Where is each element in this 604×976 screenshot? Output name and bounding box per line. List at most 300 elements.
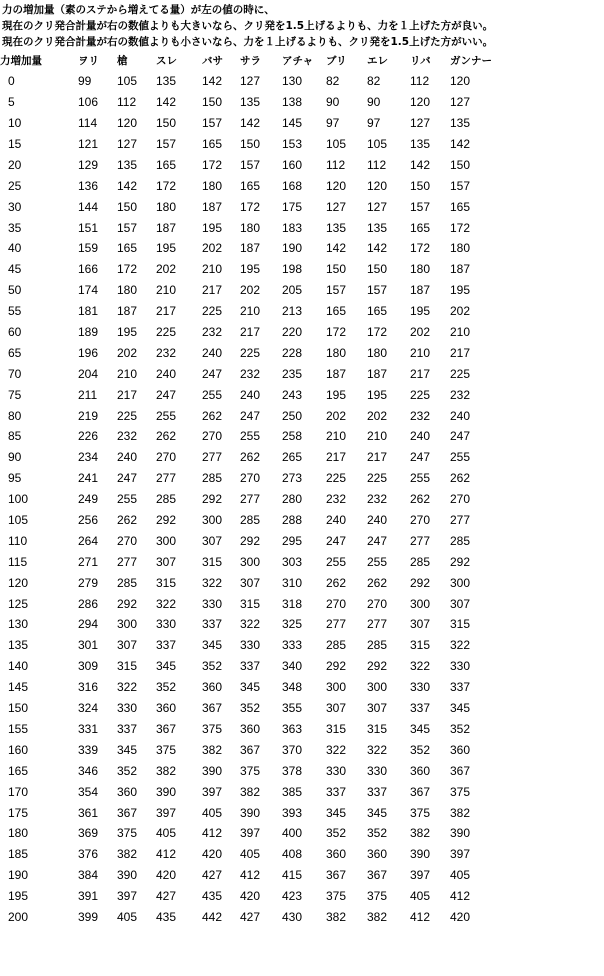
- threshold-cell: 180: [117, 283, 138, 298]
- table-row: [0, 154, 510, 175]
- threshold-cell: 271: [78, 554, 99, 569]
- threshold-cell: 247: [410, 450, 431, 465]
- threshold-cell: 144: [78, 199, 99, 214]
- threshold-cell: 397: [202, 784, 223, 799]
- threshold-cell: 360: [117, 784, 138, 799]
- threshold-cell: 270: [202, 429, 223, 444]
- threshold-cell: 352: [117, 763, 138, 778]
- threshold-cell: 180: [367, 345, 388, 360]
- threshold-cell: 225: [240, 345, 261, 360]
- column-header: スレ: [156, 54, 177, 67]
- threshold-cell: 355: [282, 701, 303, 716]
- threshold-cell: 405: [117, 909, 138, 924]
- threshold-cell: 412: [156, 847, 177, 862]
- threshold-cell: 189: [78, 325, 99, 340]
- threshold-cell: 157: [450, 178, 471, 193]
- table-row: [0, 907, 510, 928]
- threshold-cell: 315: [202, 554, 223, 569]
- threshold-cell: 315: [410, 638, 431, 653]
- threshold-cell: 105: [117, 74, 138, 89]
- threshold-cell: 367: [410, 784, 431, 799]
- threshold-cell: 270: [367, 596, 388, 611]
- threshold-cell: 217: [410, 366, 431, 381]
- threshold-cell: 295: [282, 533, 303, 548]
- threshold-cell: 172: [326, 325, 347, 340]
- threshold-cell: 142: [367, 241, 388, 256]
- threshold-cell: 165: [240, 178, 261, 193]
- threshold-cell: 337: [156, 638, 177, 653]
- threshold-cell: 187: [410, 283, 431, 298]
- threshold-cell: 247: [326, 533, 347, 548]
- threshold-cell: 300: [410, 596, 431, 611]
- threshold-cell: 264: [78, 533, 99, 548]
- threshold-cell: 315: [156, 575, 177, 590]
- threshold-cell: 202: [240, 283, 261, 298]
- threshold-cell: 435: [156, 909, 177, 924]
- threshold-cell: 217: [240, 325, 261, 340]
- threshold-cell: 330: [367, 763, 388, 778]
- threshold-cell: 195: [450, 283, 471, 298]
- threshold-cell: 352: [240, 701, 261, 716]
- threshold-cell: 187: [450, 262, 471, 277]
- threshold-cell: 105: [367, 137, 388, 151]
- threshold-cell: 159: [78, 241, 99, 256]
- table-row: [0, 823, 510, 844]
- threshold-cell: 277: [117, 554, 138, 569]
- threshold-cell: 180: [156, 199, 177, 214]
- table-row: [0, 363, 510, 384]
- threshold-cell: 360: [240, 721, 261, 736]
- threshold-cell: 360: [410, 763, 431, 778]
- threshold-cell: 307: [450, 596, 471, 611]
- threshold-cell: 145: [282, 116, 303, 131]
- threshold-cell: 346: [78, 763, 99, 778]
- threshold-cell: 352: [156, 680, 177, 695]
- threshold-cell: 300: [450, 575, 471, 590]
- threshold-cell: 232: [410, 408, 431, 423]
- table-row: [0, 134, 510, 155]
- table-row: [0, 698, 510, 719]
- strength-increase-cell: 65: [8, 345, 22, 360]
- threshold-cell: 382: [367, 909, 388, 924]
- threshold-cell: 247: [117, 471, 138, 486]
- threshold-cell: 285: [450, 533, 471, 548]
- threshold-cell: 345: [202, 638, 223, 653]
- threshold-cell: 300: [202, 513, 223, 528]
- threshold-cell: 412: [202, 826, 223, 841]
- table-row: [0, 301, 510, 322]
- threshold-cell: 277: [326, 617, 347, 632]
- threshold-cell: 135: [117, 157, 138, 172]
- threshold-cell: 322: [117, 680, 138, 695]
- threshold-cell: 307: [367, 701, 388, 716]
- strength-increase-cell: 160: [8, 742, 29, 757]
- threshold-cell: 202: [367, 408, 388, 423]
- note-line-2: 現在のクリ発合計量が右の数値よりも大きいなら、クリ発を1.5上げるよりも、力を１上げた方が良い。: [2, 20, 494, 32]
- threshold-cell: 198: [282, 262, 303, 277]
- threshold-cell: 397: [156, 805, 177, 820]
- threshold-cell: 150: [156, 116, 177, 131]
- column-header: ヲリ: [78, 54, 99, 67]
- threshold-cell: 240: [240, 387, 261, 402]
- strength-increase-cell: 45: [8, 262, 22, 277]
- threshold-cell: 390: [450, 826, 471, 841]
- threshold-cell: 405: [410, 889, 431, 904]
- note-line-1: 力の増加量（素のステから増えてる量）が左の値の時に、: [2, 4, 275, 16]
- table-row: [0, 886, 510, 907]
- threshold-cell: 247: [450, 429, 471, 444]
- threshold-cell: 165: [410, 220, 431, 235]
- threshold-cell: 150: [240, 137, 261, 151]
- threshold-cell: 142: [156, 95, 177, 110]
- threshold-cell: 292: [240, 533, 261, 548]
- threshold-cell: 255: [326, 554, 347, 569]
- threshold-cell: 345: [117, 742, 138, 757]
- threshold-cell: 210: [240, 304, 261, 319]
- table-row: [0, 530, 510, 551]
- table-row: [0, 92, 510, 113]
- threshold-cell: 337: [367, 784, 388, 799]
- threshold-cell: 331: [78, 721, 99, 736]
- threshold-cell: 241: [78, 471, 99, 486]
- threshold-cell: 307: [240, 575, 261, 590]
- threshold-cell: 277: [202, 450, 223, 465]
- threshold-cell: 225: [202, 304, 223, 319]
- threshold-cell: 232: [367, 492, 388, 507]
- strength-increase-cell: 25: [8, 178, 22, 193]
- threshold-cell: 196: [78, 345, 99, 360]
- threshold-cell: 427: [156, 889, 177, 904]
- threshold-cell: 292: [410, 575, 431, 590]
- threshold-cell: 187: [117, 304, 138, 319]
- threshold-table: [0, 50, 510, 927]
- threshold-cell: 330: [240, 638, 261, 653]
- threshold-cell: 142: [450, 137, 471, 151]
- threshold-cell: 405: [156, 826, 177, 841]
- threshold-cell: 120: [117, 116, 138, 131]
- threshold-cell: 127: [367, 199, 388, 214]
- threshold-cell: 427: [240, 909, 261, 924]
- threshold-cell: 172: [202, 157, 223, 172]
- threshold-cell: 322: [156, 596, 177, 611]
- threshold-cell: 135: [240, 95, 261, 110]
- strength-increase-cell: 100: [8, 492, 29, 507]
- threshold-cell: 382: [450, 805, 471, 820]
- threshold-cell: 390: [410, 847, 431, 862]
- threshold-cell: 292: [117, 596, 138, 611]
- threshold-cell: 330: [326, 763, 347, 778]
- threshold-cell: 210: [202, 262, 223, 277]
- threshold-cell: 210: [450, 325, 471, 340]
- strength-increase-cell: 195: [8, 889, 29, 904]
- threshold-cell: 322: [450, 638, 471, 653]
- threshold-cell: 150: [202, 95, 223, 110]
- table-row: [0, 760, 510, 781]
- threshold-cell: 285: [117, 575, 138, 590]
- threshold-cell: 225: [450, 366, 471, 381]
- threshold-cell: 420: [156, 868, 177, 883]
- threshold-cell: 232: [202, 325, 223, 340]
- threshold-cell: 412: [240, 868, 261, 883]
- threshold-cell: 300: [367, 680, 388, 695]
- threshold-cell: 99: [78, 74, 92, 89]
- table-row: [0, 572, 510, 593]
- threshold-cell: 285: [240, 513, 261, 528]
- threshold-cell: 322: [367, 742, 388, 757]
- threshold-cell: 210: [410, 345, 431, 360]
- table-row: [0, 551, 510, 572]
- threshold-cell: 292: [367, 659, 388, 674]
- threshold-cell: 225: [410, 387, 431, 402]
- threshold-cell: 352: [202, 659, 223, 674]
- threshold-cell: 135: [450, 116, 471, 131]
- threshold-cell: 345: [240, 680, 261, 695]
- threshold-cell: 405: [450, 868, 471, 883]
- threshold-cell: 393: [282, 805, 303, 820]
- threshold-cell: 345: [450, 701, 471, 716]
- threshold-cell: 262: [410, 492, 431, 507]
- table-row: [0, 175, 510, 196]
- threshold-cell: 405: [240, 847, 261, 862]
- threshold-cell: 277: [156, 471, 177, 486]
- threshold-cell: 420: [240, 889, 261, 904]
- threshold-cell: 294: [78, 617, 99, 632]
- strength-increase-cell: 40: [8, 241, 22, 256]
- strength-increase-cell: 75: [8, 387, 22, 402]
- threshold-cell: 315: [240, 596, 261, 611]
- table-row: [0, 489, 510, 510]
- threshold-cell: 337: [450, 680, 471, 695]
- threshold-cell: 121: [78, 137, 99, 151]
- threshold-cell: 270: [117, 533, 138, 548]
- threshold-cell: 205: [282, 283, 303, 298]
- threshold-cell: 376: [78, 847, 99, 862]
- threshold-cell: 367: [202, 701, 223, 716]
- threshold-cell: 217: [202, 283, 223, 298]
- threshold-cell: 382: [240, 784, 261, 799]
- threshold-cell: 160: [282, 157, 303, 172]
- threshold-cell: 187: [240, 241, 261, 256]
- threshold-cell: 310: [282, 575, 303, 590]
- table-row: [0, 739, 510, 760]
- threshold-cell: 210: [156, 283, 177, 298]
- threshold-cell: 175: [282, 199, 303, 214]
- threshold-cell: 180: [240, 220, 261, 235]
- threshold-cell: 324: [78, 701, 99, 716]
- threshold-cell: 390: [202, 763, 223, 778]
- threshold-cell: 135: [156, 74, 177, 89]
- threshold-cell: 345: [410, 721, 431, 736]
- threshold-cell: 255: [367, 554, 388, 569]
- table-row: [0, 322, 510, 343]
- threshold-cell: 337: [240, 659, 261, 674]
- strength-increase-cell: 140: [8, 659, 29, 674]
- threshold-cell: 127: [450, 95, 471, 110]
- threshold-cell: 345: [156, 659, 177, 674]
- threshold-cell: 354: [78, 784, 99, 799]
- threshold-cell: 315: [367, 721, 388, 736]
- threshold-cell: 247: [156, 387, 177, 402]
- threshold-cell: 345: [367, 805, 388, 820]
- strength-increase-cell: 80: [8, 408, 22, 423]
- threshold-cell: 292: [202, 492, 223, 507]
- column-header: ブリ: [326, 54, 347, 67]
- threshold-cell: 157: [240, 157, 261, 172]
- note-line-3: 現在のクリ発合計量が右の数値よりも小さいなら、力を１上げるよりも、クリ発を1.5上げた方がいい。: [2, 36, 494, 48]
- column-header: アチャ: [282, 54, 314, 67]
- threshold-cell: 114: [78, 116, 98, 131]
- threshold-cell: 202: [202, 241, 223, 256]
- column-header: バサ: [202, 54, 223, 67]
- threshold-cell: 180: [202, 178, 223, 193]
- threshold-cell: 340: [282, 659, 303, 674]
- table-row: [0, 259, 510, 280]
- threshold-cell: 270: [156, 450, 177, 465]
- threshold-cell: 90: [367, 95, 381, 110]
- threshold-cell: 213: [282, 304, 303, 319]
- threshold-cell: 183: [282, 220, 303, 235]
- threshold-cell: 285: [367, 638, 388, 653]
- threshold-cell: 195: [326, 387, 347, 402]
- threshold-cell: 232: [450, 387, 471, 402]
- threshold-cell: 165: [117, 241, 138, 256]
- threshold-cell: 397: [450, 847, 471, 862]
- strength-increase-cell: 15: [8, 137, 22, 151]
- threshold-cell: 142: [326, 241, 347, 256]
- table-row: [0, 196, 510, 217]
- threshold-cell: 270: [240, 471, 261, 486]
- threshold-cell: 378: [282, 763, 303, 778]
- threshold-cell: 120: [326, 178, 347, 193]
- threshold-cell: 127: [117, 137, 138, 151]
- table-row: [0, 342, 510, 363]
- threshold-cell: 243: [282, 387, 303, 402]
- threshold-cell: 255: [202, 387, 223, 402]
- threshold-cell: 423: [282, 889, 303, 904]
- threshold-cell: 322: [410, 659, 431, 674]
- threshold-cell: 279: [78, 575, 99, 590]
- threshold-cell: 301: [78, 638, 99, 653]
- threshold-cell: 142: [410, 157, 431, 172]
- threshold-cell: 129: [78, 157, 99, 172]
- threshold-cell: 300: [117, 617, 138, 632]
- threshold-cell: 202: [410, 325, 431, 340]
- threshold-cell: 390: [156, 784, 177, 799]
- strength-increase-cell: 105: [8, 513, 29, 528]
- threshold-cell: 174: [78, 283, 99, 298]
- table-row: [0, 656, 510, 677]
- table-row: [0, 844, 510, 865]
- threshold-cell: 211: [78, 387, 98, 402]
- threshold-cell: 228: [282, 345, 303, 360]
- strength-increase-cell: 115: [8, 554, 28, 569]
- table-row: [0, 447, 510, 468]
- threshold-cell: 369: [78, 826, 99, 841]
- threshold-cell: 318: [282, 596, 303, 611]
- threshold-cell: 337: [326, 784, 347, 799]
- threshold-cell: 232: [156, 345, 177, 360]
- threshold-cell: 235: [282, 366, 303, 381]
- threshold-cell: 397: [410, 868, 431, 883]
- table-row: [0, 405, 510, 426]
- threshold-cell: 300: [156, 533, 177, 548]
- strength-increase-cell: 125: [8, 596, 29, 611]
- threshold-cell: 330: [202, 596, 223, 611]
- threshold-cell: 135: [367, 220, 388, 235]
- threshold-cell: 262: [326, 575, 347, 590]
- threshold-cell: 255: [410, 471, 431, 486]
- notes-block: [2, 2, 602, 50]
- column-header: リバ: [410, 54, 431, 67]
- strength-increase-cell: 165: [8, 763, 29, 778]
- table-row: [0, 426, 510, 447]
- threshold-cell: 270: [450, 492, 471, 507]
- threshold-cell: 255: [156, 408, 177, 423]
- threshold-cell: 82: [326, 74, 340, 89]
- table-row: [0, 468, 510, 489]
- table-row: [0, 510, 510, 531]
- threshold-cell: 112: [117, 95, 137, 110]
- threshold-cell: 337: [410, 701, 431, 716]
- threshold-cell: 375: [367, 889, 388, 904]
- threshold-cell: 166: [78, 262, 99, 277]
- threshold-cell: 165: [326, 304, 347, 319]
- table-row: [0, 280, 510, 301]
- strength-increase-cell: 155: [8, 721, 29, 736]
- threshold-cell: 120: [450, 74, 471, 89]
- threshold-cell: 180: [410, 262, 431, 277]
- threshold-cell: 397: [240, 826, 261, 841]
- threshold-cell: 240: [367, 513, 388, 528]
- threshold-cell: 363: [282, 721, 303, 736]
- threshold-cell: 249: [78, 492, 99, 507]
- threshold-cell: 330: [117, 701, 138, 716]
- strength-increase-cell: 30: [8, 199, 22, 214]
- threshold-cell: 370: [282, 742, 303, 757]
- threshold-cell: 240: [156, 366, 177, 381]
- threshold-cell: 270: [410, 513, 431, 528]
- threshold-cell: 270: [326, 596, 347, 611]
- threshold-cell: 151: [78, 220, 99, 235]
- threshold-cell: 120: [410, 95, 431, 110]
- threshold-cell: 240: [117, 450, 138, 465]
- threshold-cell: 112: [410, 74, 430, 89]
- threshold-cell: 195: [117, 325, 138, 340]
- strength-increase-cell: 190: [8, 868, 29, 883]
- threshold-cell: 339: [78, 742, 99, 757]
- threshold-cell: 138: [282, 95, 303, 110]
- threshold-cell: 262: [367, 575, 388, 590]
- threshold-cell: 217: [156, 304, 177, 319]
- threshold-cell: 157: [117, 220, 138, 235]
- threshold-cell: 427: [202, 868, 223, 883]
- threshold-cell: 150: [367, 262, 388, 277]
- threshold-cell: 285: [202, 471, 223, 486]
- strength-increase-cell: 35: [8, 220, 22, 235]
- threshold-cell: 420: [202, 847, 223, 862]
- threshold-cell: 106: [78, 95, 99, 110]
- column-header: 力増加量: [0, 54, 42, 67]
- table-row: [0, 217, 510, 238]
- threshold-cell: 430: [282, 909, 303, 924]
- threshold-cell: 375: [202, 721, 223, 736]
- threshold-cell: 262: [240, 450, 261, 465]
- threshold-cell: 315: [326, 721, 347, 736]
- threshold-cell: 367: [240, 742, 261, 757]
- threshold-cell: 307: [410, 617, 431, 632]
- threshold-cell: 322: [326, 742, 347, 757]
- threshold-cell: 187: [202, 199, 223, 214]
